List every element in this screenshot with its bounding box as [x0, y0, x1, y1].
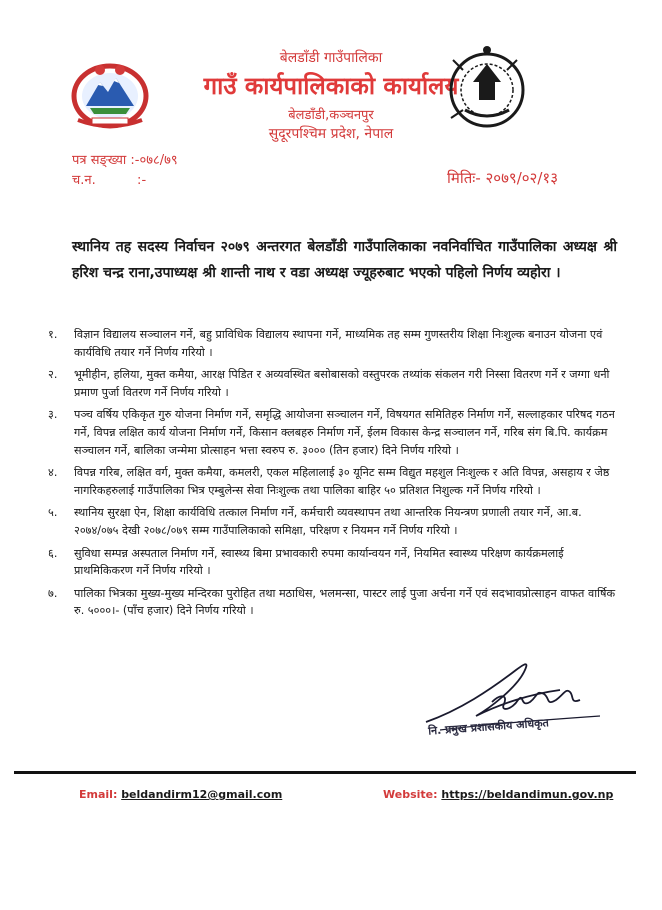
office-title: गाउँ कार्यपालिकाको कार्यालय: [203, 72, 459, 100]
official-seal-stamp: [443, 40, 531, 138]
letter-number: पत्र सङ्ख्या :-०७८/७९: [72, 153, 178, 168]
email-label: Email:: [79, 788, 118, 801]
decision-number: ५.: [48, 506, 58, 520]
office-province: सुदूरपश्चिम प्रदेश, नेपाल: [268, 126, 394, 142]
decision-item: [48, 464, 616, 499]
footer-website: [383, 788, 613, 801]
decision-text: विज्ञान विद्यालय सञ्चालन गर्ने, बहु प्राविधिक विद्यालय स्थापना गर्ने, माध्यमिक तह सम्म गुणस्तरीय शिक्षा निःशुल्क बनाउन योजना एवं कार्यविधि तयार गर्ने निर्णय गरियो ।: [74, 328, 603, 359]
rural-municipality-name: बेलडाँडी गाउँपालिका: [279, 50, 383, 66]
decision-item: [48, 406, 616, 459]
footer-email: [79, 788, 282, 801]
letter-date: मितिः- २०७९/०२/१३: [447, 169, 559, 187]
footer-divider: [14, 771, 636, 774]
decision-text: विपन्न गरिब, लक्षित वर्ग, मुक्त कमैया, कमलरी, एकल महिलालाई ३० यूनिट सम्म विद्युत महशुल निःशुल्क र अति विपन्न, असहाय र जेष्ठ नागरिकहरुलाई गाउँपालिका भित्र एम्बुलेन्स सेवा निःशुल्क तथा पालिका बाहिर ५० प्रतिशत निशुल्क गर्ने निर्णय गरियो ।: [74, 466, 610, 497]
office-address: बेलडाँडी,कञ्चनपुर: [288, 108, 374, 123]
signatory-title: नि. प्रमुख प्रशासकीय अधिकृत: [427, 716, 550, 738]
decision-item: [48, 504, 616, 539]
email-link[interactable]: beldandirm12@gmail.com: [121, 788, 283, 801]
website-label: Website:: [383, 788, 438, 801]
website-link[interactable]: https://beldandimun.gov.np: [441, 788, 614, 801]
decision-item: [48, 326, 616, 361]
decision-number: २.: [48, 368, 58, 382]
decision-text: सुविधा सम्पन्न अस्पताल निर्माण गर्ने, स्वास्थ्य बिमा प्रभावकारी रुपमा कार्यान्वयन गर्ने, नियमित स्वास्थ्य परिक्षण कार्यक्रमलाई प्राथमिकिकरण गर्ने निर्णय गरियो ।: [74, 546, 564, 578]
decision-number: ४.: [48, 466, 58, 480]
decision-number: ३.: [48, 408, 58, 422]
letter-subject: स्थानिय तह सदस्य निर्वाचन २०७९ अन्तरगत बेलडाँडी गाउँपालिकाका नवनिर्वाचित गाउँपालिका अध्यक्ष श्री हरिश चन्द्र राना,उपाध्यक्ष श्री शान्ती नाथ र वडा अध्यक्ष ज्यूहरुबाट भएको पहिलो निर्णय व्यहोरा ।: [72, 239, 617, 281]
decision-item: [48, 585, 616, 620]
decision-text: भूमीहीन, हलिया, मुक्त कमैया, आरक्ष पिडित र अव्यवस्थित बसोबासको वस्तुपरक तथ्यांक संकलन गरी निस्सा वितरण गर्ने र जग्गा धनी प्रमाण पुर्जा वितरण गर्ने निर्णय गरियो ।: [74, 368, 610, 399]
decision-text: पालिका भित्रका मुख्य-मुख्य मन्दिरका पुरोहित तथा मठाधिस, भलमन्सा, पास्टर लाई पुजा अर्चना गर्ने एवं सदभावप्रोत्साहन वाफत वार्षिक रु. ५०००।- (पाँच हजार) दिने निर्णय गरियो ।: [74, 586, 616, 618]
decision-text: पञ्च वर्षिय एकिकृत गुरु योजना निर्माण गर्ने, समृद्धि आयोजना सञ्चालन गर्ने, विषयगत समितिहरु निर्माण गर्ने, सल्लाहकार परिषद गठन गर्ने, विपन्न लक्षित कार्य योजना निर्माण गर्ने, किसान क्लबहरु निर्माण गर्ने, ईलम विकास केन्द्र सञ्चालन गर्ने, गरिब संग बि.पि. कार्यक्रम सञ्चालन गर्ने, बालिका जन्मेमा प्रोत्साहन भत्ता स्वरुप रु. ३००० (तिन हजार) दिने निर्णय गरियो ।: [74, 408, 615, 457]
decision-number: १.: [48, 328, 58, 341]
decision-number: ६.: [48, 546, 58, 560]
decision-number: ७.: [48, 586, 58, 600]
decision-text: स्थानिय सुरक्षा ऐन, शिक्षा कार्यविधि तत्काल निर्माण गर्ने, कर्मचारी व्यवस्थापन तथा आन्तरिक नियन्त्रण प्रणाली तयार गर्ने, आ.ब. २०७४/०७५ देखी २०७८/०७९ सम्म गाउँपालिकाको समिक्षा, परिक्षण र नियमन गर्ने निर्णय गरियो ।: [74, 506, 582, 537]
decision-item: [48, 366, 616, 401]
decision-list: [48, 326, 616, 625]
decision-item: [48, 545, 616, 580]
dispatch-number: च.न. :-: [72, 173, 147, 188]
